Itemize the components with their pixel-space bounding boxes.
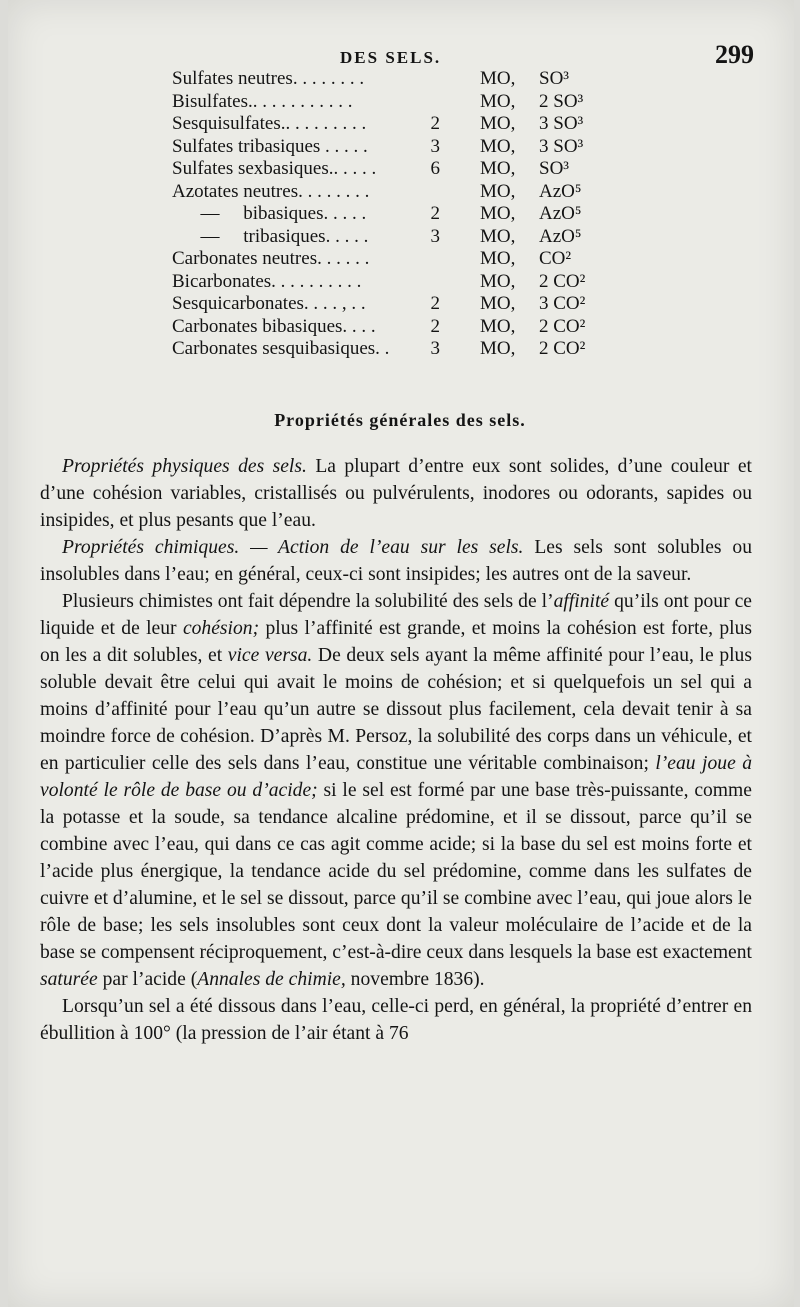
paragraph — [40, 588, 752, 993]
salt-acid: SO³ — [539, 158, 569, 179]
table-row — [172, 113, 772, 136]
salt-acid: 3 SO³ — [539, 135, 584, 157]
paragraph-text: si le sel est formé par une base très-puissante, comme la potasse et la soude, sa tendance alcaline prédomine, et il se dissout, parce qu’il se combine avec l’eau, qui dans ce cas agit comme acide; si la base du sel est moins forte et l’acide plus énergique, la tendance acide du sel prédomine, comme dans les sulfates de cuivre et d’alumine, et le sel se dissout, parce qu’il se combine avec l’eau, qui joue alors le rôle de base; les sels insolubles sont ceux dont la valeur moléculaire de l’acide et de la base se compensent réciproquement, c’est-à-dire ceux dans lesquels la base est exactement — [40, 780, 752, 963]
paragraph — [40, 993, 752, 1047]
salt-acid: 2 CO² — [539, 338, 586, 359]
table-row — [172, 68, 772, 91]
salt-acid: AzO⁵ — [539, 203, 582, 224]
salt-acid: AzO⁵ — [539, 180, 582, 202]
table-row — [172, 181, 772, 204]
italic-term: affinité — [553, 591, 610, 612]
paragraph — [40, 534, 752, 588]
salt-base: MO, — [480, 158, 516, 179]
salt-acid: 2 CO² — [539, 315, 586, 337]
salt-base: MO, — [480, 113, 516, 134]
page-number: 299 — [715, 40, 754, 69]
paragraph-text: par l’acide ( — [97, 969, 198, 990]
salt-name: Carbonates sesquibasiques. . — [172, 338, 390, 359]
table-row — [172, 293, 772, 316]
salt-name: Sesquicarbonates. . . . , . . — [172, 293, 366, 314]
salt-multiplier: 2 — [430, 315, 440, 337]
table-row — [172, 316, 772, 339]
paragraph-text: qu’ils ont pour ce liquide et de leur — [40, 591, 752, 639]
section-heading: Propriétés générales des sels. — [274, 410, 526, 430]
italic-term: l’eau joue à volonté le rôle de base ou d’acide; — [40, 753, 752, 801]
salt-name: Azotates neutres. . . . . . . . — [172, 180, 370, 202]
salt-name: Sulfates neutres. . . . . . . . — [172, 68, 365, 89]
salt-base: MO, — [480, 203, 516, 224]
table-row — [172, 271, 772, 294]
salt-name: Carbonates bibasiques. . . . — [172, 315, 376, 337]
paragraph-text: Lorsqu’un sel a été dissous dans l’eau, celle-ci perd, en général, la propriété d’entrer en ébullition à 100° (la pression de l’air étant à 76 — [40, 996, 752, 1044]
italic-term: cohésion; — [182, 618, 260, 639]
italic-term: saturée — [40, 969, 98, 990]
table-row — [172, 158, 772, 181]
salt-base: MO, — [480, 315, 516, 337]
salt-acid: 3 SO³ — [539, 113, 584, 134]
paragraph-text: La plupart d’entre eux sont solides, d’une couleur et d’une cohésion variables, cristallisés ou pulvérulents, inodores ou odorants, sapides ou insipides, et plus pesants que l’eau. — [40, 456, 752, 531]
paragraph-text: Les sels sont solubles ou insolubles dans l’eau; en général, ceux-ci sont insipides; les autres ont de la saveur. — [40, 537, 753, 585]
salt-base: MO, — [480, 90, 516, 112]
paragraph-lead: Propriétés physiques des sels. — [62, 456, 307, 477]
salt-multiplier: 3 — [430, 225, 440, 247]
paragraph-lead: Propriétés chimiques. — Action de l’eau sur les sels. — [62, 537, 524, 558]
salt-acid: AzO⁵ — [539, 225, 582, 247]
salt-acid: SO³ — [539, 68, 569, 89]
paragraph-text: Plusieurs chimistes ont fait dépendre la solubilité des sels de l’ — [62, 591, 554, 612]
salt-base: MO, — [480, 180, 516, 202]
body-text — [40, 453, 752, 1047]
salt-base: MO, — [480, 293, 516, 314]
salt-base: MO, — [480, 135, 516, 157]
salt-name: Bicarbonates. . . . . . . . . . — [172, 270, 362, 292]
salt-base: MO, — [480, 225, 516, 247]
salt-base: MO, — [480, 270, 516, 292]
salt-name: Sesquisulfates.. . . . . . . . . — [172, 113, 367, 134]
salt-name: Carbonates neutres. . . . . . — [172, 248, 370, 269]
salt-acid: 3 CO² — [539, 293, 586, 314]
running-title: DES SELS. — [340, 48, 442, 67]
table-row — [172, 136, 772, 159]
table-row — [172, 203, 772, 226]
salt-acid: 2 CO² — [539, 270, 586, 292]
salt-base: MO, — [480, 68, 516, 89]
italic-term: vice versa. — [227, 645, 313, 666]
salt-base: MO, — [480, 338, 516, 359]
salt-name: — bibasiques. . . . . — [172, 203, 367, 224]
salt-multiplier: 3 — [430, 338, 440, 359]
salt-base: MO, — [480, 248, 516, 269]
salt-formula-table — [172, 68, 772, 361]
table-row — [172, 338, 772, 361]
salt-name: Bisulfates.. . . . . . . . . . . — [172, 90, 353, 112]
salt-name: — tribasiques. . . . . — [172, 225, 369, 247]
salt-multiplier: 3 — [430, 135, 440, 157]
paragraph — [40, 453, 752, 534]
paragraph-text: De deux sels ayant la même affinité pour l’eau, le plus soluble devait être celui qui avait le moins de cohésion; et si quelquefois un sel qui a moins d’affinité pour l’eau qu’un autre se dissout plus facilement, cela devait tenir à sa moindre force de cohésion. D’après M. Persoz, la solubilité des corps dans un véhicule, et en particulier celle des sels dans l’eau, constitue une véritable combinaison; — [40, 645, 752, 774]
salt-multiplier: 2 — [430, 113, 440, 134]
salt-acid: CO² — [539, 248, 572, 269]
paragraph-text: novembre 1836). — [345, 969, 485, 990]
salt-name: Sulfates tribasiques . . . . . — [172, 135, 368, 157]
paragraph-text: plus l’affinité est grande, et moins la cohésion est forte, plus on les a dit solubles, et — [40, 618, 752, 666]
salt-multiplier: 6 — [430, 158, 440, 179]
salt-name: Sulfates sexbasiques.. . . . . — [172, 158, 377, 179]
table-row — [172, 91, 772, 114]
table-row — [172, 226, 772, 249]
italic-citation: Annales de chimie, — [197, 969, 346, 990]
salt-acid: 2 SO³ — [539, 90, 584, 112]
table-row — [172, 248, 772, 271]
salt-multiplier: 2 — [430, 293, 440, 314]
salt-multiplier: 2 — [430, 203, 440, 224]
